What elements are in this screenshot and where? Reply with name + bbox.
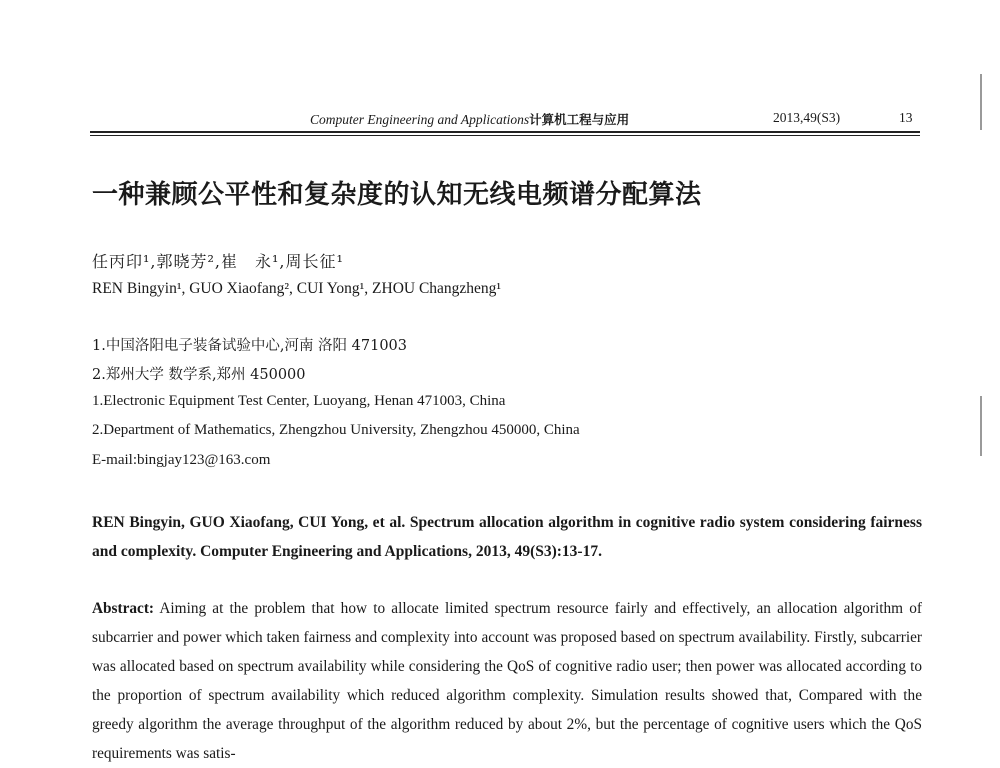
authors-english: REN Bingyin¹, GUO Xiaofang², CUI Yong¹, ZHOU Changzheng¹ xyxy=(92,280,502,297)
email: E-mail:bingjay123@163.com xyxy=(92,452,271,468)
margin-mark xyxy=(980,74,982,130)
page-number: 13 xyxy=(899,110,913,125)
margin-mark xyxy=(980,396,982,456)
abstract-text: Aiming at the problem that how to allocate limited spectrum resource fairly and effectively, an allocation algorithm of subcarrier and power which taken fairness and complexity into account was proposed based on spectrum availability. Firstly, subcarrier was allocated based on spectrum availability while considering the QoS of cognitive radio user; then power was allocated according to the proportion of spectrum availability which reduced algorithm complexity. Simulation results showed that, Compared with the greedy algorithm the average throughput of the algorithm reduced by about 2%, but the percentage of cognitive users which the QoS requirements was satis- xyxy=(92,600,922,762)
issue-number: 2013,49(S3) xyxy=(773,110,841,125)
authors-chinese: 任丙印¹,郭晓芳²,崔 永¹,周长征¹ xyxy=(92,252,344,271)
journal-name-en: Computer Engineering and Applications xyxy=(310,112,530,127)
paper-title: 一种兼顾公平性和复杂度的认知无线电频谱分配算法 xyxy=(92,180,702,210)
affiliation-en-2: 2.Department of Mathematics, Zhengzhou University, Zhengzhou 450000, China xyxy=(92,422,580,438)
abstract-label: Abstract: xyxy=(92,600,155,617)
affiliation-en-1: 1.Electronic Equipment Test Center, Luoyang, Henan 471003, China xyxy=(92,393,506,409)
header-rule-thick xyxy=(90,131,920,133)
journal-name xyxy=(310,110,629,128)
affiliation-cn-1: 1.中国洛阳电子装备试验中心,河南 洛阳 471003 xyxy=(92,338,408,354)
citation: REN Bingyin, GUO Xiaofang, CUI Yong, et al. Spectrum allocation algorithm in cognitive radio system considering fairness and complexity. Computer Engineering and Applications, 2013, 49(S3):13-17. xyxy=(92,514,922,560)
journal-name-cn: 计算机工程与应用 xyxy=(529,112,630,127)
header-rule-thin xyxy=(90,135,920,136)
affiliation-cn-2: 2.郑州大学 数学系,郑州 450000 xyxy=(92,367,306,383)
abstract xyxy=(92,594,922,768)
